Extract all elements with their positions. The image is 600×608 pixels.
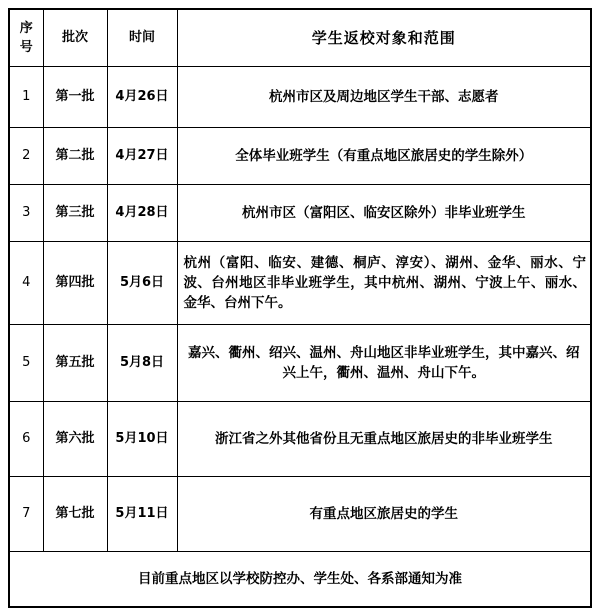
cell-batch: 第三批 [43,185,107,242]
table-header [9,9,591,67]
table-row [9,242,591,325]
table-row [9,477,591,552]
cell-date: 4月27日 [107,128,177,185]
cell-date: 4月28日 [107,185,177,242]
table-row [9,402,591,477]
table-footer-row [9,552,591,608]
cell-batch: 第七批 [43,477,107,552]
cell-scope: 杭州市区（富阳区、临安区除外）非毕业班学生 [177,185,591,242]
cell-date: 5月6日 [107,242,177,325]
column-header-scope: 学生返校对象和范围 [177,9,591,67]
table-footer [9,552,591,608]
cell-scope: 杭州（富阳、临安、建德、桐庐、淳安）、湖州、金华、丽水、宁波、台州地区非毕业班学生，其中杭州、湖州、宁波上午、丽水、金华、台州下午。 [177,242,591,325]
table-row [9,128,591,185]
footnote-text: 目前重点地区以学校防控办、学生处、各系部通知为准 [9,552,591,608]
column-header-seq: 序号 [9,9,43,67]
cell-seq: 2 [9,128,43,185]
cell-batch: 第二批 [43,128,107,185]
cell-scope: 杭州市区及周边地区学生干部、志愿者 [177,67,591,128]
cell-scope: 全体毕业班学生（有重点地区旅居史的学生除外） [177,128,591,185]
cell-date: 5月8日 [107,325,177,402]
cell-scope: 嘉兴、衢州、绍兴、温州、舟山地区非毕业班学生，其中嘉兴、绍兴上午，衢州、温州、舟山下午。 [177,325,591,402]
cell-batch: 第六批 [43,402,107,477]
cell-seq: 1 [9,67,43,128]
table-body [9,67,591,552]
cell-seq: 6 [9,402,43,477]
table-row [9,325,591,402]
cell-seq: 4 [9,242,43,325]
student-return-schedule-table [8,8,592,608]
cell-date: 5月10日 [107,402,177,477]
cell-batch: 第五批 [43,325,107,402]
table-row [9,67,591,128]
cell-seq: 5 [9,325,43,402]
cell-date: 4月26日 [107,67,177,128]
cell-batch: 第四批 [43,242,107,325]
column-header-batch: 批次 [43,9,107,67]
table-header-row [9,9,591,67]
cell-batch: 第一批 [43,67,107,128]
cell-scope: 浙江省之外其他省份且无重点地区旅居史的非毕业班学生 [177,402,591,477]
cell-date: 5月11日 [107,477,177,552]
cell-seq: 3 [9,185,43,242]
cell-scope: 有重点地区旅居史的学生 [177,477,591,552]
table-row [9,185,591,242]
cell-seq: 7 [9,477,43,552]
document-page [0,8,600,587]
column-header-date: 时间 [107,9,177,67]
